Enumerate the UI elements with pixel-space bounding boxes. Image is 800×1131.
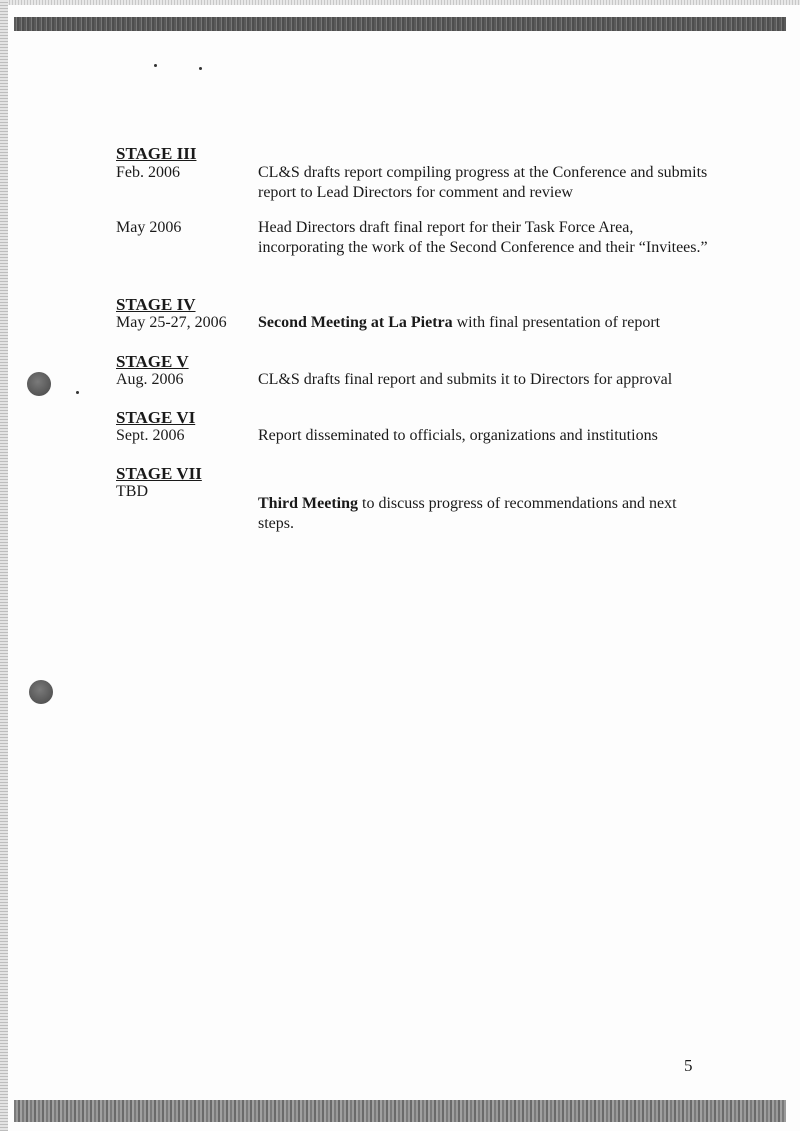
entry-description: CL&S drafts final report and submits it to Directors for approval [258, 371, 673, 388]
entry-date: Sept. 2006 [116, 427, 185, 444]
entry-date: TBD [116, 483, 148, 500]
stage-vii [116, 464, 716, 532]
punch-hole [29, 680, 53, 704]
entry-highlight: Third Meeting [258, 495, 358, 512]
stage-title: STAGE IV [116, 295, 196, 314]
entry-date: May 25-27, 2006 [116, 314, 227, 331]
punch-hole [27, 372, 51, 396]
stage-iii [116, 144, 716, 256]
entry-text: with final presentation of report [452, 314, 661, 331]
entry-date: Aug. 2006 [116, 371, 184, 388]
footer-bar [14, 1100, 786, 1122]
scan-left-edge [0, 0, 8, 1131]
stage-title: STAGE V [116, 352, 189, 371]
entry-date: Feb. 2006 [116, 164, 180, 181]
stage-title: STAGE III [116, 144, 197, 163]
stage-title: STAGE VI [116, 408, 196, 427]
entry-description: CL&S drafts report compiling progress at the Conference and submits report to Lead Directors for comment and review [258, 164, 708, 201]
stage-vi [116, 408, 716, 444]
entry-description [258, 494, 708, 534]
entry-date: May 2006 [116, 219, 182, 236]
scan-speck [154, 64, 157, 67]
entry-text: to discuss progress of recommendations and next steps. [258, 495, 677, 532]
scan-speck [199, 67, 202, 70]
entry-highlight: Second Meeting at La Pietra [258, 314, 453, 331]
stage-iv [116, 295, 716, 331]
scan-top-edge [0, 0, 800, 5]
page-number: 5 [684, 1056, 693, 1075]
entry-description: Head Directors draft final report for their Task Force Area, incorporating the work of the Second Conference and their “Invitees.” [258, 219, 708, 256]
stage-title: STAGE VII [116, 464, 202, 483]
scan-speck [76, 391, 79, 394]
header-bar [14, 17, 786, 31]
entry-description [258, 313, 708, 333]
stage-v [116, 352, 716, 388]
entry-description: Report disseminated to officials, organizations and institutions [258, 427, 658, 444]
